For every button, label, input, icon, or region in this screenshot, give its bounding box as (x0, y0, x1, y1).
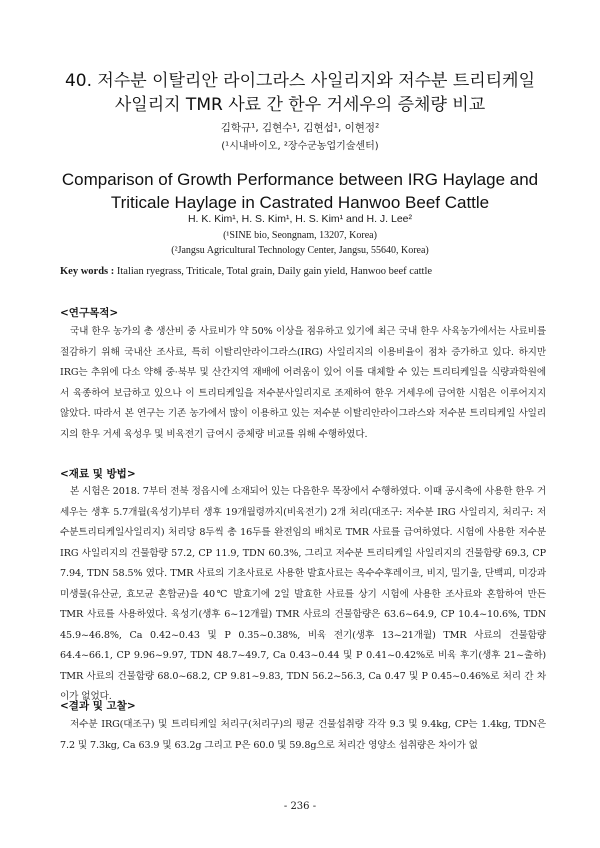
section-heading-results: <결과 및 고찰> (60, 700, 136, 712)
keywords-text: Italian ryegrass, Triticale, Total grain, Daily gain yield, Hanwoo beef cattle (116, 266, 433, 277)
korean-affiliations: (¹시내바이오, ²장수군농업기술센터) (221, 141, 379, 152)
keywords-label: Key words : (60, 266, 115, 277)
english-title-line-2: Triticale Haylage in Castrated Hanwoo Beef Cattle (110, 193, 490, 212)
korean-title-line-2: 사일리지 TMR 사료 간 한우 거세우의 증체량 비교 (114, 95, 486, 115)
korean-authors: 김학규¹, 김현수¹, 김현섭¹, 이현정² (220, 122, 380, 134)
english-affiliation-2: (²Jangsu Agricultural Technology Center, Jangsu, 55640, Korea) (171, 245, 429, 256)
section-text-purpose: 국내 한우 농가의 총 생산비 중 사료비가 약 50% 이상을 점유하고 있기에 최근 국내 한우 사육농가에서는 사료비를 절감하기 위해 국내산 조사료, 특히 이탈리안라이그라스(IRG) 사일리지의 이용비율이 점차 증가하고 있다. 하지만 IRG는 추위에 다소 약해 중·북부 및 산간지역 재배에 어려움이 있어 이를 대체할 수 있는 트리티케일을 식량과학원에서 육종하여 보급하고 있으나 이 트리티케일을 저수분사일리지로 조제하여 한우 거세우에 급여한 시험은 이루어지지 않았다. 따라서 본 연구는 기존 농가에서 많이 이용하고 있는 저수분 이탈리안라이그라스와 저수분 트리티케일 사일리지의 한우 거세 육성우 및 비육전기 급여시 증체량 비교를 위해 수행하였다. (60, 326, 546, 440)
keywords-line (60, 266, 550, 277)
english-affiliation-1: (¹SINE bio, Seongnam, 13207, Korea) (223, 230, 377, 241)
english-authors: H. K. Kim¹, H. S. Kim¹, H. S. Kim¹ and H. J. Lee² (187, 213, 413, 225)
section-text-results: 저수분 IRG(대조구) 및 트리티케일 처리구(처리구)의 평균 건물섭취량 각각 9.3 및 9.4kg, CP는 1.4kg, TDN은 7.2 및 7.3kg, Ca 63.9 및 63.2g 그리고 P은 60.0 및 59.8g으로 처리간 영양소 섭취량은 차이가 없 (60, 719, 546, 751)
page-number: - 236 - (283, 801, 317, 812)
section-heading-purpose: <연구목적> (60, 307, 119, 319)
section-heading-methods: <재료 및 방법> (60, 468, 136, 480)
english-title-line-1: Comparison of Growth Performance between IRG Haylage and (61, 170, 539, 189)
korean-title-line-1: 40. 저수분 이탈리안 라이그라스 사일리지와 저수분 트리티케일 (64, 71, 535, 91)
section-text-methods: 본 시험은 2018. 7부터 전북 정읍시에 소재되어 있는 다음한우 목장에서 수행하였다. 이때 공시축에 사용한 한우 거세우는 생후 5.7개월(육성기)부터 생후 19개월령까지(비육전기) 2개 처리(대조구: 저수분 IRG 사일리지, 처리구: 저수분트리티케일사일리지) 처리당 8두씩 총 16두를 완전임의 배치로 TMR 사료를 급여하였다. 시험에 사용한 저수분 IRG 사일리지의 건물함량 57.2, CP 11.9, TDN 60.3%, 그리고 저수분 트리티케일 사일리지의 건물함량 69.3, CP 7.94, TDN 58.5% 였다. TMR 사료의 기초사료로 사용한 발효사료는 옥수수후레이크, 비지, 밀기울, 단백피, 미강과 미생물(유산균, 효모균 혼합균)을 40℃ 발효기에 2일 발효한 사료를 상기 시험에 사용한 조사료와 혼합하여 만든 TMR 사료를 사용하였다. 육성기(생후 6~12개월) TMR 사료의 건물함량은 63.6~64.9, CP 10.4~10.6%, TDN 45.9~46.8%, Ca 0.42~0.43 및 P 0.35~0.38%, 비육 전기(생후 13~21개월) TMR 사료의 건물함량 64.4~66.1, CP 9.96~9.97, TDN 48.7~49.7, Ca 0.43~0.44 및 P 0.41~0.42%로 비육 후기(생후 21~출하) TMR 사료의 건물함량 68.0~68.2, CP 9.81~9.83, TDN 56.2~56.3, Ca 0.47 및 P 0.45~0.46%로 처리 간 차이가 없었다. (60, 486, 546, 702)
